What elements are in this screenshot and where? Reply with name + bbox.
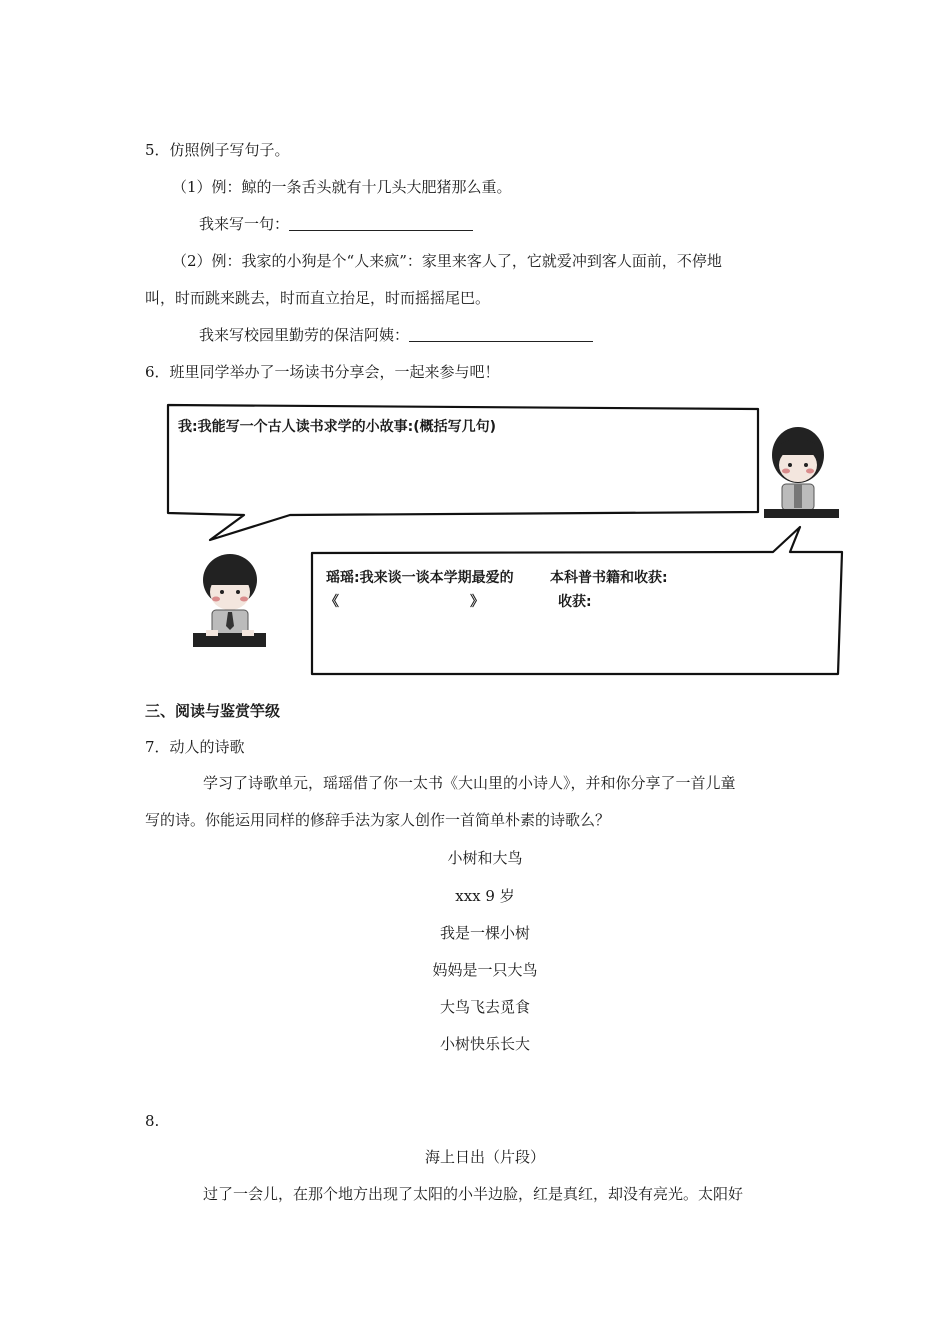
- q7-para-line-1: 学习了诗歌单元，瑶瑶借了你一太书《大山里的小诗人》，并和你分享了一首儿童: [203, 774, 736, 792]
- q5-title: 5．仿照例子写句子。: [145, 141, 290, 159]
- bubble-yaoyao-text-a: 瑶瑶:我来谈一谈本学期最爱的: [326, 570, 514, 586]
- q6-title: 6．班里同学举办了一场读书分享会，一起来参与吧！: [145, 363, 500, 381]
- q8-para-line-1: 过了一会儿，在那个地方出现了太阳的小半边脸，红是真红，却没有亮光。太阳好: [203, 1185, 744, 1203]
- q8-number: 8.: [145, 1112, 160, 1130]
- section-3-title: 三、阅读与鉴赏竽级: [145, 702, 281, 720]
- poem-author: xxx 9 岁: [455, 887, 515, 905]
- q5-example-1: （1）例：鲸的一条舌头就有十几头大肥猪那么重。: [172, 178, 512, 196]
- q5-example-2-line-1: （2）例：我家的小狗是个“人来疯”：家里来客人了，它就爱冲到客人面前，不停地: [172, 252, 722, 270]
- poem-title: 小树和大鸟: [447, 849, 523, 867]
- poem-line-2: 妈妈是一只大鸟: [432, 961, 538, 979]
- poem-line-1: 我是一棵小树: [439, 924, 530, 942]
- gain-label: 收获:: [558, 594, 592, 610]
- bubble-yaoyao-text-b: 本科普书籍和收获:: [550, 570, 668, 586]
- boy-icon: [193, 554, 266, 647]
- q5-prompt-2: 我来写校园里勤劳的保洁阿姨：: [199, 326, 410, 344]
- book-title-open: 《: [325, 594, 339, 610]
- poem-line-4: 小树快乐长大: [439, 1035, 530, 1053]
- q7-para-line-2: 写的诗。你能运用同样的修辞手法为家人创作一首简单朴素的诗歌么？: [145, 811, 611, 829]
- q5-prompt-1: 我来写一句：: [199, 215, 290, 233]
- q5-example-2-line-2: 叫，时而跳来跳去，时而直立抬足，时而摇摇尾巴。: [145, 289, 491, 307]
- poem-line-3: 大鸟飞去觅食: [439, 998, 530, 1016]
- q7-title: 7．动人的诗歌: [145, 738, 245, 756]
- q8-title: 海上日出（片段）: [424, 1148, 545, 1166]
- book-title-close: 》: [470, 594, 484, 610]
- bubble-me-text: 我:我能写一个古人读书求学的小故事:(概括写几句): [178, 419, 496, 435]
- girl-icon: [764, 427, 839, 518]
